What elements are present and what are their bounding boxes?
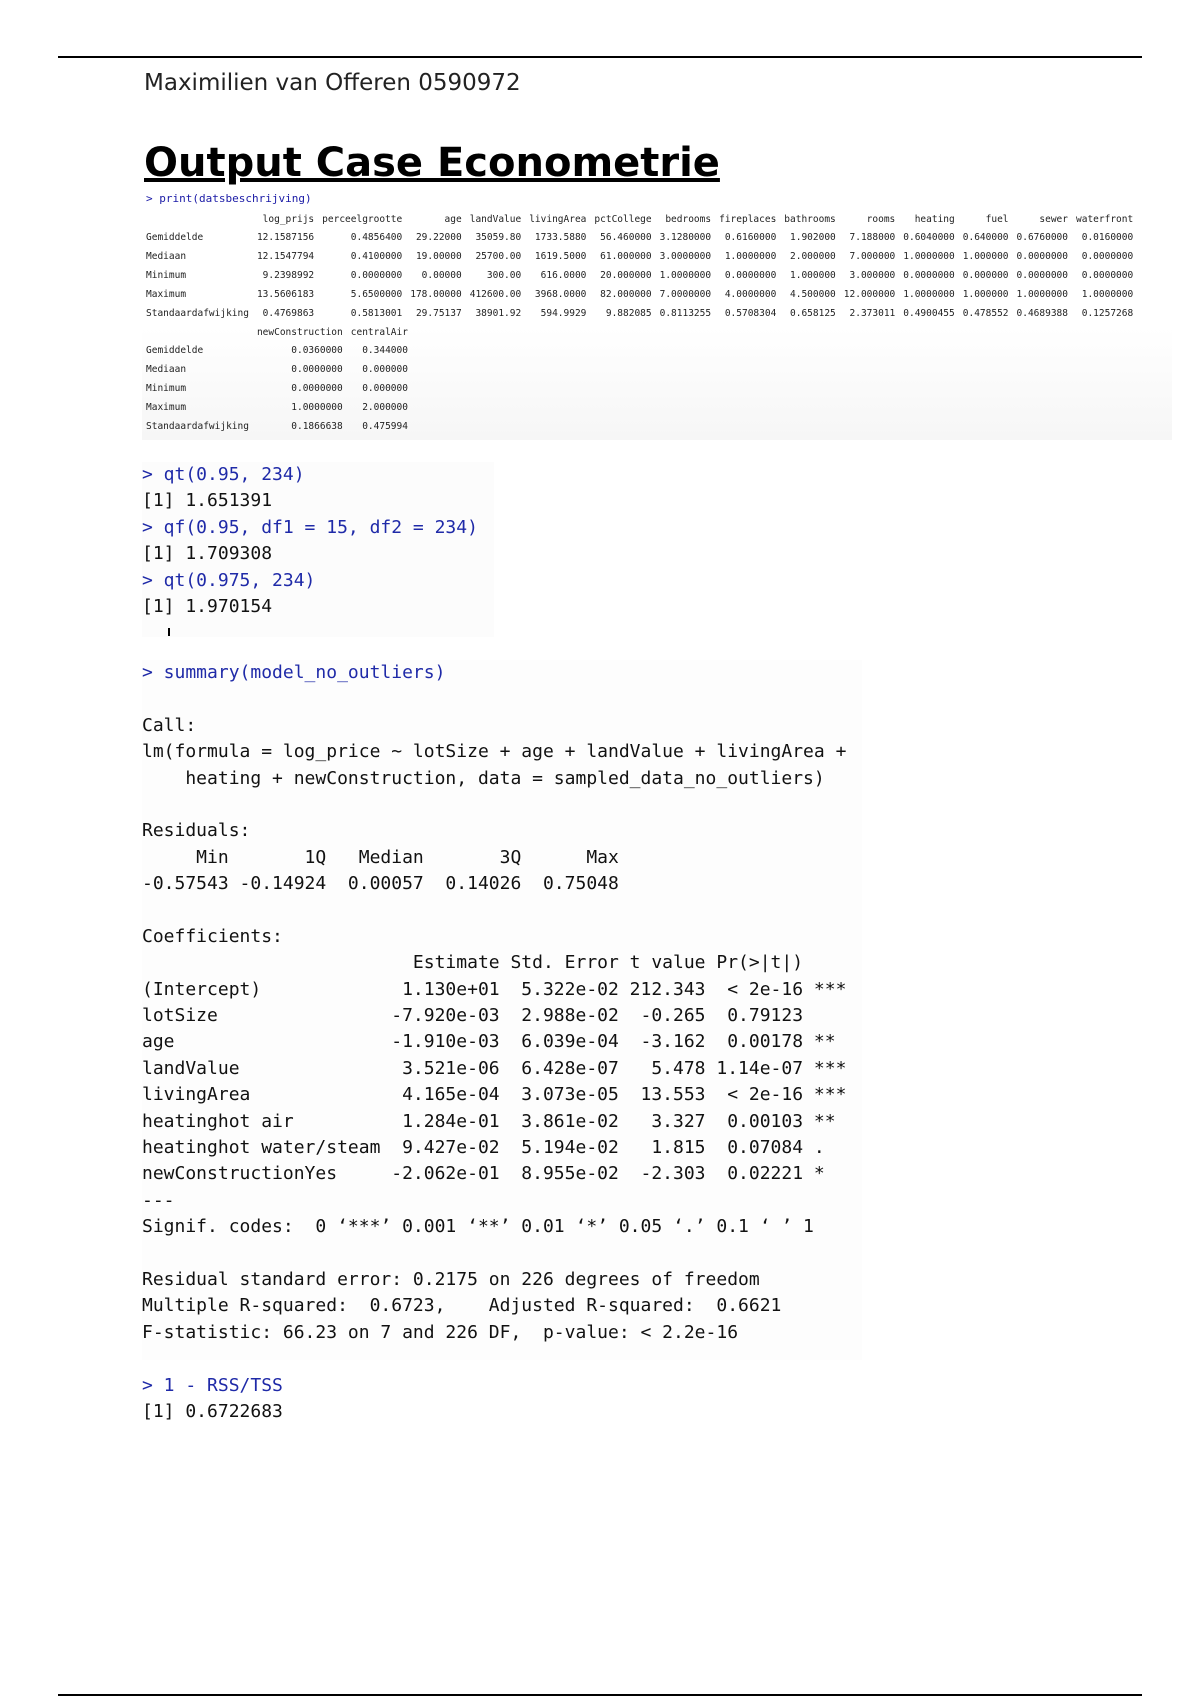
table-cell: 25700.00 (475, 251, 522, 262)
table-cell: 0.5708304 (724, 308, 777, 319)
table-cell: 0.6760000 (1016, 232, 1068, 243)
row-label: Minimum (146, 383, 187, 394)
table-cell: 5.6500000 (350, 289, 403, 300)
row-label: Standaardafwijking (146, 308, 249, 319)
table-cell: 0.4769863 (262, 308, 315, 319)
table-cell: 7.000000 (849, 251, 896, 262)
table-cell: 1.0000000 (724, 251, 777, 262)
table-cell: 0.4856400 (350, 232, 403, 243)
table-header-row (142, 210, 1137, 228)
console-output-line: Call: (142, 714, 197, 736)
table-cell: 0.0000000 (1016, 270, 1068, 281)
column-header (142, 210, 253, 228)
console-output-line: heating + newConstruction, data = sampled_data_no_outliers) (142, 767, 825, 789)
table-cell: 0.1866638 (291, 421, 343, 432)
table-cell: 7.0000000 (659, 289, 712, 300)
row-label: Standaardafwijking (146, 421, 249, 432)
table-row (142, 417, 412, 436)
row-label: Gemiddelde (146, 345, 204, 356)
console-output-line (142, 1241, 862, 1267)
table-cell: 12.000000 (843, 289, 896, 300)
table-row (142, 360, 412, 379)
console-output-line (142, 792, 862, 818)
table-cell: 3968.0000 (534, 289, 587, 300)
column-header: waterfront (1076, 213, 1134, 225)
table-cell: 0.00000 (421, 270, 462, 281)
table-cell: 7.188000 (849, 232, 896, 243)
table-cell: 3.0000000 (659, 251, 712, 262)
console-command-line: > qt(0.975, 234) (142, 569, 316, 591)
table-cell: 0.0000000 (291, 364, 343, 375)
console-output-line: Residuals: (142, 820, 251, 842)
console-output-line: [1] 1.709308 (142, 543, 273, 565)
table-cell: 0.0000000 (350, 270, 403, 281)
column-header: landValue (469, 213, 522, 225)
table-cell: 0.4689388 (1016, 308, 1068, 319)
console-command-line: > qt(0.95, 234) (142, 464, 305, 485)
console-output-line: Coefficients: (142, 925, 283, 947)
table-cell: 12.1587156 (256, 232, 315, 243)
table-cell: 0.0000000 (1081, 270, 1134, 281)
table-cell: 61.000000 (600, 251, 652, 262)
table-cell: 0.0000000 (291, 383, 343, 394)
table-cell: 0.0000000 (903, 270, 955, 281)
table-cell: 20.000000 (600, 270, 652, 281)
console-output-line: --- (142, 1189, 175, 1211)
table-cell: 0.000000 (362, 383, 408, 394)
row-label: Maximum (146, 289, 187, 300)
table-cell: 0.640000 (962, 232, 1009, 243)
top-rule (58, 56, 1142, 58)
table-cell: 9.2398992 (262, 270, 315, 281)
row-label: Gemiddelde (146, 232, 204, 243)
table-cell: 3.000000 (849, 270, 896, 281)
table-row (142, 285, 1137, 304)
console-command-line: > summary(model_no_outliers) (142, 662, 446, 683)
table-cell: 0.478552 (962, 308, 1009, 319)
table-cell: 56.460000 (600, 232, 652, 243)
table-cell: 29.22000 (415, 232, 462, 243)
table-cell: 1.902000 (790, 232, 836, 243)
page-title: Output Case Econometrie (144, 140, 720, 186)
console-output-line: livingArea 4.165e-04 3.073e-05 13.553 < 2e-16 *** (142, 1084, 847, 1106)
table-cell: 0.0360000 (291, 345, 343, 356)
console-output-line: (Intercept) 1.130e+01 5.322e-02 212.343 < 2e-16 *** (142, 978, 847, 1000)
column-header: sewer (1039, 213, 1068, 225)
descriptives-command: > print(datsbeschrijving) (146, 192, 312, 205)
table-cell: 1.0000000 (1081, 289, 1134, 300)
table-cell: 0.6160000 (724, 232, 777, 243)
table-cell: 2.000000 (790, 251, 836, 262)
console-output-line: landValue 3.521e-06 6.428e-07 5.478 1.14e-07 *** (142, 1057, 847, 1079)
console-output-line: Estimate Std. Error t value Pr(>|t|) (142, 952, 847, 974)
descriptives-screenshot (142, 190, 1172, 440)
row-label: Minimum (146, 270, 187, 281)
table-cell: 3.1280000 (659, 232, 712, 243)
console-command-line: > qf(0.95, df1 = 15, df2 = 234) (142, 516, 478, 538)
console-output-line: [1] 0.6722683 (142, 1400, 283, 1422)
author-line: Maximilien van Offeren 0590972 (144, 70, 521, 96)
table-cell: 0.000000 (962, 270, 1009, 281)
console-output-line: lotSize -7.920e-03 2.988e-02 -0.265 0.79123 (142, 1005, 847, 1027)
table-cell: 0.4100000 (350, 251, 403, 262)
quantiles-screenshot (142, 462, 494, 637)
table-cell: 1.0000000 (903, 251, 955, 262)
table-cell: 412600.00 (469, 289, 522, 300)
column-header: newConstruction (256, 326, 343, 338)
table-cell: 0.344000 (362, 345, 408, 356)
table-cell: 0.1257268 (1081, 308, 1134, 319)
column-header: rooms (866, 213, 896, 225)
table-cell: 1.0000000 (903, 289, 955, 300)
descriptives-table-main (142, 210, 1137, 323)
table-cell: 0.0000000 (1016, 251, 1068, 262)
table-cell: 2.373011 (849, 308, 896, 319)
row-label: Maximum (146, 402, 187, 413)
text-cursor (168, 628, 170, 636)
table-cell: 4.500000 (790, 289, 836, 300)
table-cell: 1.000000 (962, 251, 1009, 262)
column-header: fireplaces (719, 213, 777, 225)
table-cell: 0.5813001 (350, 308, 403, 319)
summary-console (142, 660, 862, 1425)
row-label: Mediaan (146, 251, 187, 262)
table-cell: 0.4900455 (903, 308, 955, 319)
table-cell: 1733.5880 (534, 232, 587, 243)
column-header: fuel (985, 213, 1009, 225)
console-output-line: [1] 1.970154 (142, 595, 273, 617)
column-header: bedrooms (665, 213, 712, 225)
table-cell: 1.0000000 (659, 270, 712, 281)
quantiles-console (142, 462, 494, 620)
table-row (142, 341, 412, 360)
table-cell: 0.0160000 (1081, 232, 1134, 243)
column-header: age (444, 213, 462, 225)
console-command-line: > 1 - RSS/TSS (142, 1374, 283, 1396)
table-cell: 2.000000 (362, 402, 408, 413)
table-cell: 0.658125 (790, 308, 836, 319)
console-output-line: age -1.910e-03 6.039e-04 -3.162 0.00178 ** (142, 1031, 847, 1053)
table-cell: 1.000000 (790, 270, 836, 281)
console-output-line: [1] 1.651391 (142, 490, 273, 512)
table-row (142, 228, 1137, 247)
table-cell: 38901.92 (475, 308, 522, 319)
table-cell: 0.475994 (362, 421, 408, 432)
console-output-line: Residual standard error: 0.2175 on 226 degrees of freedom (142, 1268, 760, 1290)
table-cell: 616.0000 (540, 270, 587, 281)
column-header: heating (914, 213, 955, 225)
table-cell: 82.000000 (600, 289, 652, 300)
column-header: livingArea (529, 213, 587, 225)
table-cell: 300.00 (486, 270, 522, 281)
table-cell: 35059.80 (475, 232, 522, 243)
console-output-line: newConstructionYes -2.062e-01 8.955e-02 -2.303 0.02221 * (142, 1163, 847, 1185)
console-output-line: Multiple R-squared: 0.6723, Adjusted R-squared: 0.6621 (142, 1295, 793, 1317)
table-cell: 0.8113255 (659, 308, 712, 319)
table-cell: 178.00000 (410, 289, 462, 300)
descriptives-table-extra (142, 323, 412, 436)
console-output-line (142, 898, 862, 924)
table-cell: 594.9929 (540, 308, 587, 319)
table-cell: 13.5606183 (256, 289, 315, 300)
table-row (142, 266, 1137, 285)
table-cell: 1619.5000 (534, 251, 587, 262)
column-header: bathrooms (784, 213, 836, 225)
table-cell: 1.000000 (962, 289, 1009, 300)
table-cell: 1.0000000 (1016, 289, 1068, 300)
column-header: perceelgrootte (322, 213, 403, 225)
console-output-line: Min 1Q Median 3Q Max (142, 846, 630, 868)
console-output-line: heatinghot air 1.284e-01 3.861e-02 3.327 0.00103 ** (142, 1110, 847, 1132)
row-label: Mediaan (146, 364, 187, 375)
table-cell: 0.0000000 (724, 270, 777, 281)
table-header-row (142, 323, 412, 341)
regression-summary-screenshot (142, 660, 862, 1422)
table-cell: 4.0000000 (724, 289, 777, 300)
table-cell: 1.0000000 (291, 402, 343, 413)
table-cell: 9.882085 (605, 308, 652, 319)
column-header (142, 323, 253, 341)
console-output-line: heatinghot water/steam 9.427e-02 5.194e-02 1.815 0.07084 . (142, 1137, 847, 1159)
console-output-line (142, 686, 862, 712)
column-header: log_prijs (262, 213, 315, 225)
table-cell: 12.1547794 (256, 251, 315, 262)
console-output-line: lm(formula = log_price ~ lotSize + age + landValue + livingArea + (142, 741, 847, 763)
table-row (142, 247, 1137, 266)
table-cell: 0.0000000 (1081, 251, 1134, 262)
table-row (142, 304, 1137, 323)
console-output-line: F-statistic: 66.23 on 7 and 226 DF, p-value: < 2.2e-16 (142, 1321, 739, 1343)
console-output-line (142, 1346, 862, 1372)
table-cell: 29.75137 (415, 308, 462, 319)
console-output-line: Signif. codes: 0 ‘***’ 0.001 ‘**’ 0.01 ‘*’ 0.05 ‘.’ 0.1 ‘ ’ 1 (142, 1216, 814, 1238)
column-header: pctCollege (594, 213, 652, 225)
console-output-line: -0.57543 -0.14924 0.00057 0.14026 0.75048 (142, 873, 630, 895)
table-cell: 0.000000 (362, 364, 408, 375)
table-row (142, 398, 412, 417)
table-cell: 19.00000 (415, 251, 462, 262)
table-cell: 0.6040000 (903, 232, 955, 243)
bottom-rule (58, 1694, 1142, 1696)
column-header: centralAir (350, 326, 408, 338)
table-row (142, 379, 412, 398)
